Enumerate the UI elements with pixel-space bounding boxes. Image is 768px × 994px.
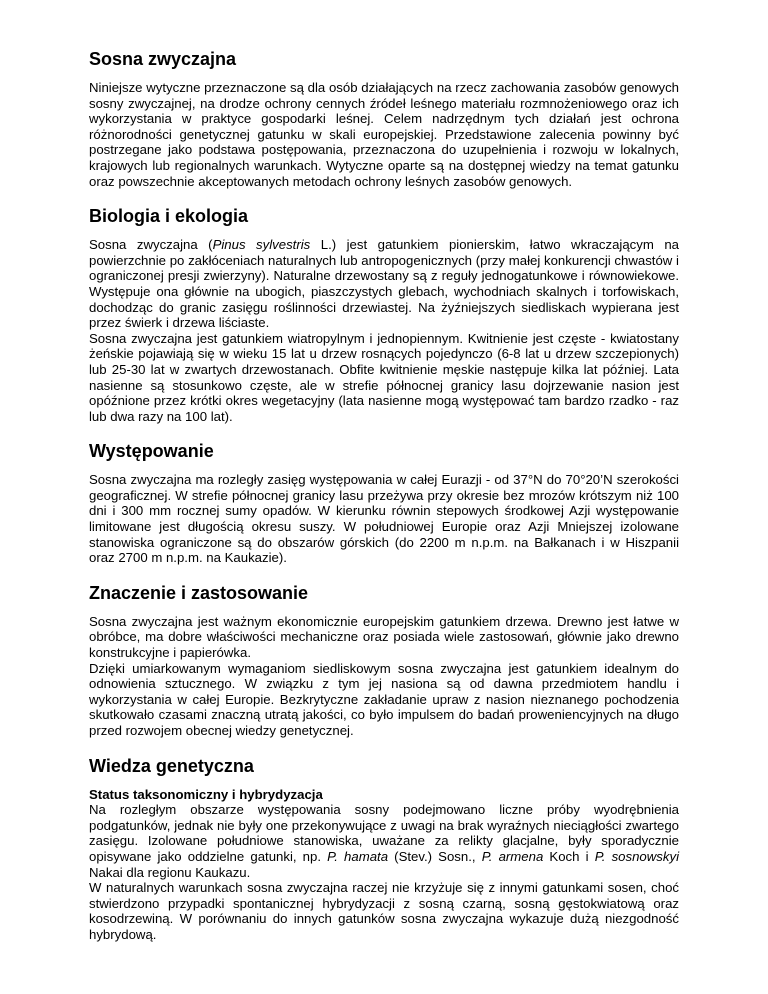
paragraph: Dzięki umiarkowanym wymaganiom siedliskowym sosna zwyczajna jest gatunkiem idealnym do odnowienia sztucznego. W związku z tym jej nasiona są od dawna przedmiotem handlu i wykorzystania w całej Europie. Bezkrytyczne zakładanie upraw z nasion nieznanego pochodzenia skutkowało czasami znaczną utratą jakości, co było impulsem do badań proweniencyjnych na długo przed rozwojem obecnej wiedzy genetycznej. bbox=[89, 660, 679, 738]
section-importance bbox=[89, 582, 679, 739]
document-page bbox=[89, 48, 679, 959]
paragraph: Sosna zwyczajna jest ważnym ekonomicznie europejskim gatunkiem drzewa. Drewno jest łatwe w obróbce, ma dobre właściwości mechaniczne oraz posiada wiele zastosowań, głównie jako drewno konstrukcyjne i papierówka. bbox=[89, 613, 679, 661]
latin-name: P. hamata bbox=[327, 848, 389, 864]
paragraph: Sosna zwyczajna jest gatunkiem wiatropylnym i jednopiennym. Kwitnienie jest częste - kwiatostany żeńskie pojawiają się w wieku 15 lat u drzew rosnących pojedynczo (6-8 lat u drzew szczepionych) lub 25-30 lat w zwartych drzewostanach. Obfite kwitnienie męskie następuje kilka lat później. Lata nasienne są stosunkowo częste, ale w strefie północnej granicy lasu dojrzewanie nasion jest opóźnione przez krótki okres wegetacyjny (lata nasienne mogą występować tam bardzo rzadko - raz lub dwa razy na 100 lat). bbox=[89, 330, 679, 424]
paragraph: Sosna zwyczajna (Pinus sylvestris L.) jest gatunkiem pionierskim, łatwo wkraczającym na powierzchnie po zakłóceniach naturalnych lub antropogenicznych (przy małej konkurencji chwastów i ograniczonej presji zwierzyny). Naturalne drzewostany są z reguły jednogatunkowe i równowiekowe. Występuje ona głównie na ubogich, piaszczystych glebach, wychodniach skalnych i torfowiskach, dochodząc do granic zasięgu roślinności drzewiastej. Na żyźniejszych siedliskach wypierana jest przez świerk i drzewa liściaste. bbox=[89, 237, 679, 331]
section-occurrence bbox=[89, 440, 679, 566]
section-biology bbox=[89, 205, 679, 424]
section-intro bbox=[89, 48, 679, 189]
section-genetics bbox=[89, 755, 679, 943]
section-heading: Sosna zwyczajna bbox=[89, 49, 237, 69]
paragraph: Sosna zwyczajna ma rozległy zasięg występowania w całej Eurazji - od 37°N do 70°20’N szerokości geograficznej. W strefie północnej granicy lasu przeżywa przy okresie bez mrozów krótszym niż 100 dni i 300 mm rocznej sumy opadów. W kierunku równin stepowych środkowej Azji występowanie limitowane jest długością okresu suszy. W południowej Europie oraz Azji Mniejszej izolowane stanowiska ograniczone są do obszarów górskich (do 2200 m n.p.m. na Bałkanach i w Hiszpanii oraz 2700 m n.p.m. na Kaukazie). bbox=[89, 472, 679, 566]
latin-name: Pinus sylvestris bbox=[212, 237, 311, 253]
paragraph: Niniejsze wytyczne przeznaczone są dla osób działających na rzecz zachowania zasobów genowych sosny zwyczajnej, na drodze ochrony cennych źródeł leśnego materiału rozmnożeniowego oraz ich wykorzystania w praktyce gospodarki leśnej. Celem nadrzędnym tych działań jest ochrona różnorodności genetycznej gatunku w skali europejskiej. Przedstawione zalecenia powinny być postrzegane jako podstawa postępowania, przeznaczona do uzupełnienia i rozwoju w lokalnych, krajowych lub regionalnych warunkach. Wytyczne oparte są na dostępnej wiedzy na temat gatunku oraz powszechnie akceptowanych metodach ochrony leśnych zasobów genowych. bbox=[89, 80, 679, 189]
section-heading: Występowanie bbox=[89, 441, 214, 462]
section-heading: Wiedza genetyczna bbox=[89, 755, 254, 776]
latin-name: P. sosnowskyi bbox=[594, 848, 680, 864]
subheading: Status taksonomiczny i hybrydyzacja bbox=[89, 786, 323, 802]
latin-name: P. armena bbox=[481, 848, 544, 864]
paragraph: Na rozległym obszarze występowania sosny podejmowano liczne próby wyodrębnienia podgatunków, jednak nie były one przekonywujące z uwagi na brak wyraźnych nieciągłości zwartego zasięgu. Izolowane południowe stanowiska, uważane za relikty glacjalne, były sporadycznie opisywane jako oddzielne gatunki, np. P. hamata (Stev.) Sosn., P. armena Koch i P. sosnowskyi Nakai dla regionu Kaukazu. bbox=[89, 802, 680, 880]
paragraph: W naturalnych warunkach sosna zwyczajna raczej nie krzyżuje się z innymi gatunkami sosen, choć stwierdzono przypadki spontanicznej hybrydyzacji z sosną czarną, sosną gęstokwiatową oraz kosodrzewiną. W porównaniu do innych gatunków sosna zwyczajna wykazuje dużą niezgodność hybrydową. bbox=[89, 880, 679, 942]
section-heading: Znaczenie i zastosowanie bbox=[89, 582, 309, 603]
section-heading: Biologia i ekologia bbox=[89, 206, 249, 227]
